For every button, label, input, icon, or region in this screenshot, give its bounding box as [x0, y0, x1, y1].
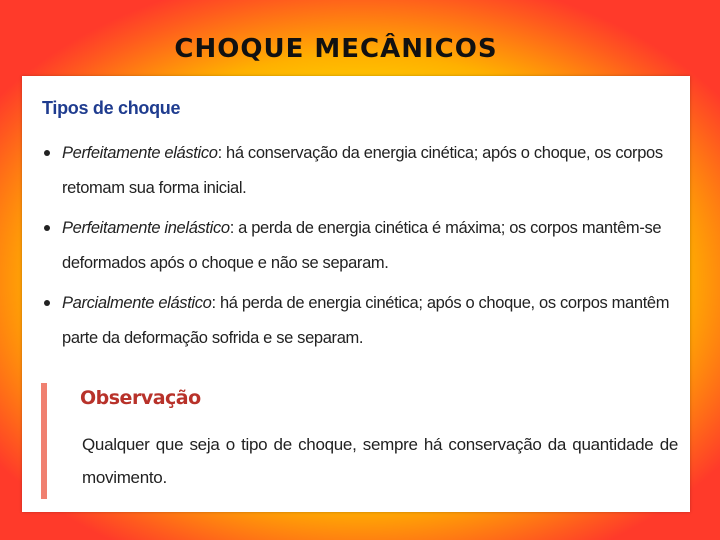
content-panel	[22, 76, 690, 512]
bullet-text: : a perda de energia cinética é máxima; os corpos mantêm-se deformados após o choque e não se separam.	[62, 219, 662, 272]
bullet-item-perfeitamente-inelastico	[42, 211, 682, 281]
bullet-text: : há conservação da energia cinética; após o choque, os corpos retomam sua forma inicial.	[62, 144, 663, 197]
bullet-dot-icon	[44, 150, 50, 156]
bullet-dot-icon	[44, 300, 50, 306]
observation-text: Qualquer que seja o tipo de choque, sempre há conservação da quantidade de movimento.	[82, 435, 678, 487]
bullet-dot-icon	[44, 225, 50, 231]
observation-accent-bar	[41, 383, 47, 499]
bullet-text: : há perda de energia cinética; após o choque, os corpos mantêm parte da deformação sofrida e se separam.	[62, 294, 670, 347]
section-title: Tipos de choque	[42, 98, 181, 118]
bullet-item-parcialmente-elastico	[42, 286, 682, 356]
bullet-term: Perfeitamente inelástico	[62, 219, 230, 237]
bullet-term: Perfeitamente elástico	[62, 144, 218, 162]
bullet-item-perfeitamente-elastico	[42, 136, 682, 206]
observation-title: Observação	[80, 387, 201, 409]
bullet-term: Parcialmente elástico	[62, 294, 212, 312]
slide-title: CHOQUE MECÂNICOS	[174, 34, 498, 64]
bullet-list	[42, 136, 682, 361]
